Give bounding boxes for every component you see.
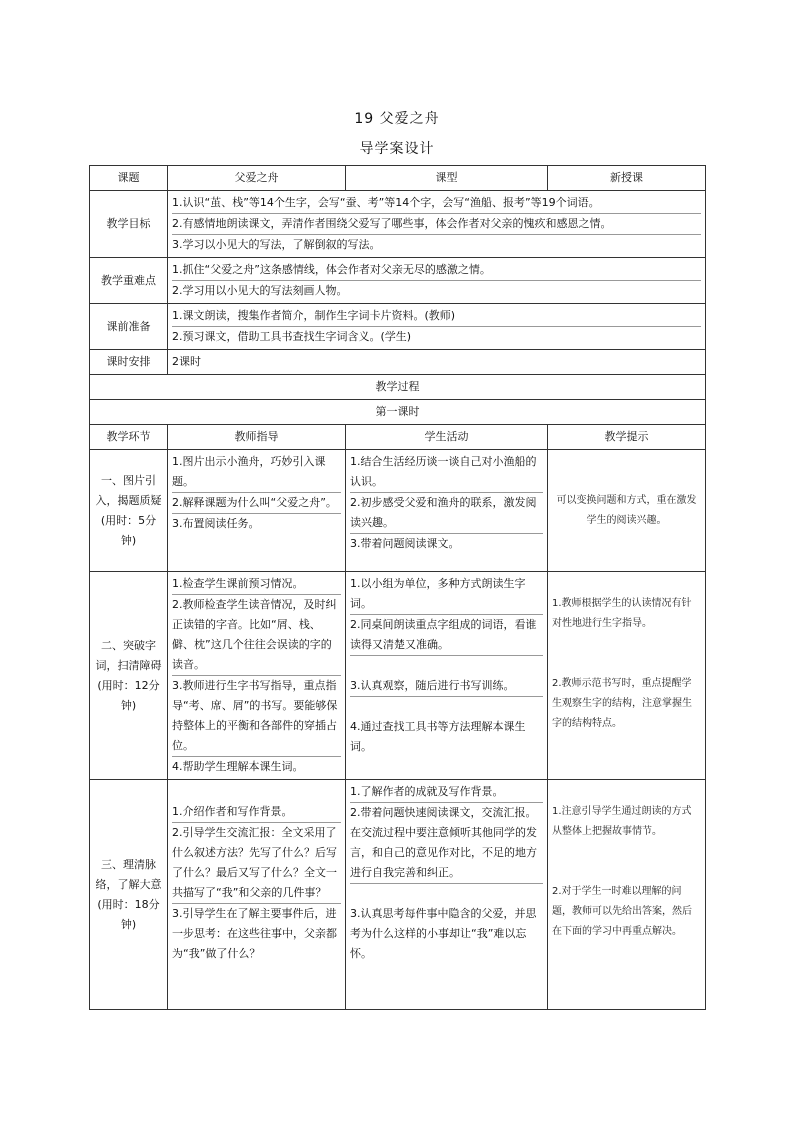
student-cell [346, 450, 548, 572]
list-item: 4.帮助学生理解本课生词。 [172, 760, 304, 773]
teacher-cell [168, 780, 346, 1010]
prep-content [168, 304, 706, 350]
list-item: 1.图片出示小渔舟，巧妙引入课题。 [172, 452, 341, 493]
list-item: 1.课文朗读，搜集作者简介，制作生字词卡片资料。(教师) [172, 306, 701, 327]
list-item: 1.以小组为单位，多种方式朗读生字词。 [350, 574, 543, 615]
student-cell [346, 780, 548, 1010]
list-item: 2.教师检查学生读音情况，及时纠正读错的字音。比如“屑、栈、僻、枕”这几个往往会误读的字的读音。 [172, 595, 341, 676]
list-item: 3.带着问题阅读课文。 [350, 537, 460, 550]
table-row [90, 450, 706, 572]
table-row [90, 191, 706, 258]
list-item: 1.检查学生课前预习情况。 [172, 574, 341, 595]
key-points-label: 教学重难点 [90, 258, 168, 304]
time-label: 课时安排 [90, 350, 168, 375]
value-cell: 父爱之舟 [168, 166, 346, 191]
table-row [90, 258, 706, 304]
lesson-title: 第一课时 [90, 400, 706, 425]
process-title: 教学过程 [90, 375, 706, 400]
list-item: 3.教师进行生字书写指导，重点指导“考、席、屑”的书写。要能够保持整体上的平衡和各部件的穿插占位。 [172, 676, 341, 757]
time-value: 2课时 [168, 350, 706, 375]
goals-content [168, 191, 706, 258]
teacher-cell [168, 450, 346, 572]
list-item: 3.学习以小见大的写法，了解倒叙的写法。 [172, 238, 381, 251]
table-row [90, 425, 706, 450]
document-subtitle: 导学案设计 [359, 141, 435, 157]
list-item: 3.引导学生在了解主要事件后，进一步思考：在这些往事中，父亲都为“我”做了什么？ [172, 907, 337, 960]
column-header: 教师指导 [168, 425, 346, 450]
table-row [90, 400, 706, 425]
list-item: 3.认真观察，随后进行书写训练。 [350, 676, 543, 697]
table-row [90, 375, 706, 400]
table-row [90, 166, 706, 191]
list-item: 2.学习用以小见大的写法刻画人物。 [172, 284, 348, 297]
list-item: 1.结合生活经历谈一谈自己对小渔船的认识。 [350, 452, 543, 493]
label-cell: 课题 [90, 166, 168, 191]
hint-cell [548, 780, 706, 1010]
list-item: 3.认真思考每件事中隐含的父爱，并思考为什么这样的小事却让“我”难以忘怀。 [350, 907, 537, 960]
list-item: 2.同桌间朗读重点字组成的词语，看谁读得又清楚又准确。 [350, 615, 543, 656]
list-item: 2.引导学生交流汇报：全文采用了什么叙述方法？先写了什么？后写了什么？最后又写了什么？全文一共描写了“我”和父亲的几件事？ [172, 823, 341, 904]
label-cell: 课型 [346, 166, 548, 191]
list-item: 1.认识“茧、栈”等14个生字，会写“蚕、考”等14个字，会写“渔船、报考”等19个词语。 [172, 193, 701, 214]
table-row [90, 304, 706, 350]
list-item: 2.带着问题快速阅读课文，交流汇报。在交流过程中要注意倾听其他同学的发言，和自己的意见作对比，不足的地方进行自我完善和纠正。 [350, 803, 543, 884]
student-cell [346, 572, 548, 780]
hint-text: 1.注意引导学生通过朗读的方式从整体上把握故事情节。 [552, 806, 692, 837]
hint-cell [548, 450, 706, 572]
list-item: 2.预习课文，借助工具书查找生字词含义。(学生) [172, 330, 412, 343]
list-item: 1.抓住“父爱之舟”这条感情线，体会作者对父亲无尽的感激之情。 [172, 260, 701, 281]
teacher-cell [168, 572, 346, 780]
hint-cell [548, 572, 706, 780]
list-item: 2.初步感受父爱和渔舟的联系，激发阅读兴趣。 [350, 493, 543, 534]
list-item: 1.介绍作者和写作背景。 [172, 802, 341, 823]
column-header: 教学环节 [90, 425, 168, 450]
table-row [90, 780, 706, 1010]
list-item: 1.了解作者的成就及写作背景。 [350, 782, 543, 803]
stage-cell: 三、理清脉络，了解大意(用时：18分钟) [90, 780, 168, 1010]
stage-cell: 二、突破字词，扫清障碍(用时：12分钟) [90, 572, 168, 780]
list-item: 2.有感情地朗读课文，弄清作者围绕父爱写了哪些事，体会作者对父亲的愧疚和感恩之情。 [172, 214, 701, 235]
prep-label: 课前准备 [90, 304, 168, 350]
hint-text: 可以变换问题和方式，重在激发学生的阅读兴趣。 [556, 494, 697, 526]
stage-cell: 一、图片引入，揭题质疑(用时：5分钟) [90, 450, 168, 572]
table-row [90, 572, 706, 780]
document-title: 19 父爱之舟 [354, 111, 440, 127]
column-header: 教学提示 [548, 425, 706, 450]
hint-text: 2.对于学生一时难以理解的问题，教师可以先给出答案，然后在下面的学习中再重点解决。 [552, 886, 692, 937]
list-item: 2.解释课题为什么叫“父爱之舟”。 [172, 493, 341, 514]
list-item: 3.布置阅读任务。 [172, 517, 260, 530]
hint-text: 1.教师根据学生的认读情况有针对性地进行生字指导。 [552, 598, 692, 629]
lesson-plan-table [89, 165, 706, 1010]
key-points-content [168, 258, 706, 304]
hint-text: 2.教师示范书写时，重点提醒学生观察生字的结构，注意掌握生字的结构特点。 [552, 678, 692, 729]
goals-label: 教学目标 [90, 191, 168, 258]
table-row [90, 350, 706, 375]
list-item: 4.通过查找工具书等方法理解本课生词。 [350, 720, 526, 753]
value-cell: 新授课 [548, 166, 706, 191]
column-header: 学生活动 [346, 425, 548, 450]
